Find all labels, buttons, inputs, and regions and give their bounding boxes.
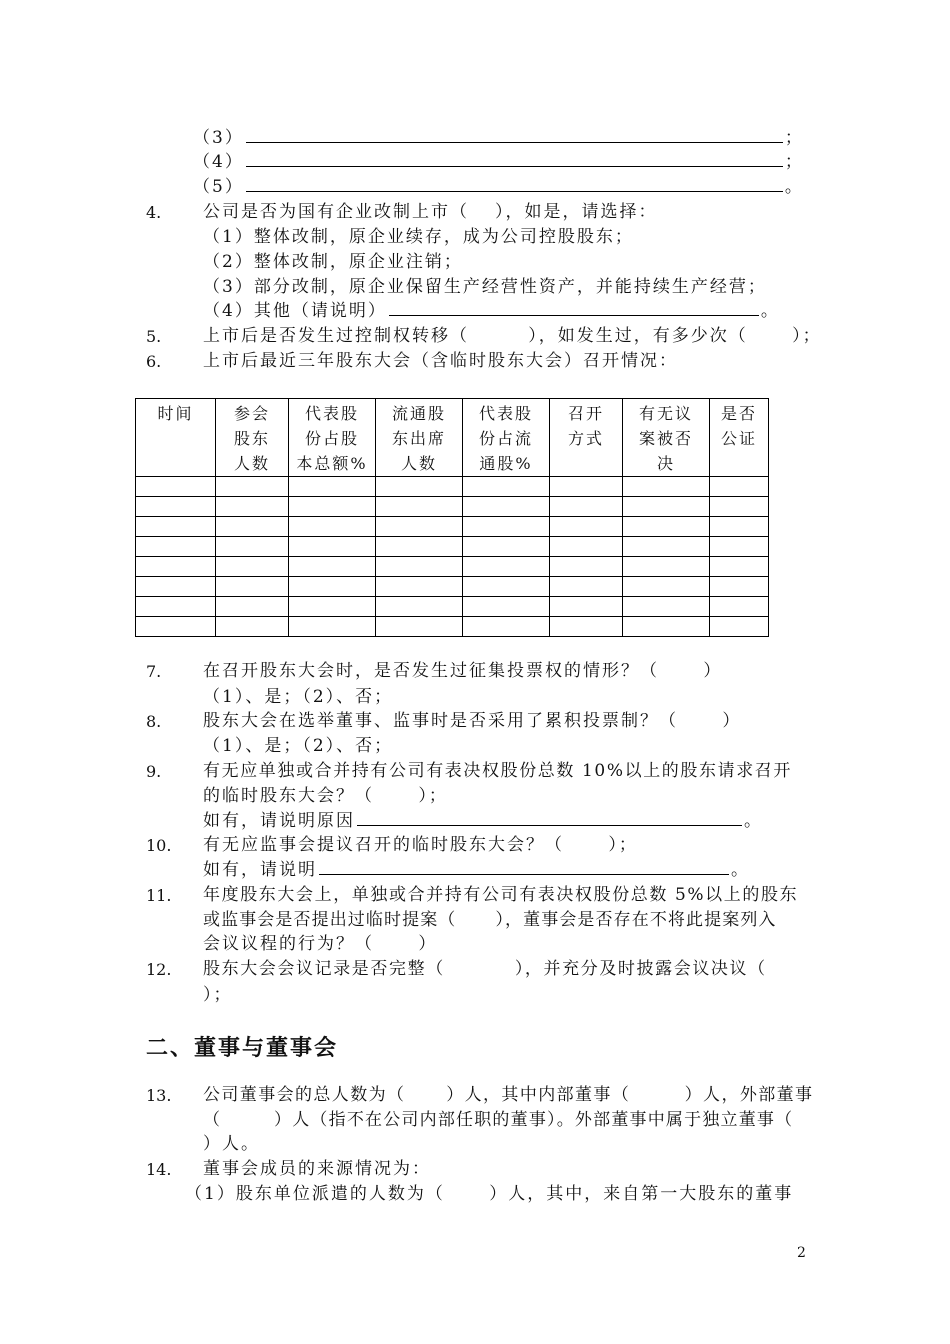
question-text: （1）股东单位派遣的人数为（ ）人，其中，来自第一大股东的董事 xyxy=(185,1184,794,1204)
table-row xyxy=(136,577,769,597)
table-cell[interactable] xyxy=(550,577,623,597)
table-cell[interactable] xyxy=(289,517,376,537)
header-text-line: 公证 xyxy=(720,429,757,448)
fill-in-blank[interactable] xyxy=(246,175,783,192)
table-cell[interactable] xyxy=(136,537,216,557)
question-number: 4. xyxy=(146,203,162,222)
table-cell[interactable] xyxy=(550,477,623,497)
question-number: 12. xyxy=(146,960,172,979)
table-cell[interactable] xyxy=(710,497,769,517)
header-text-line: 是否 xyxy=(720,404,757,423)
table-cell[interactable] xyxy=(136,597,216,617)
table-cell[interactable] xyxy=(376,617,463,637)
question-number: 8. xyxy=(146,712,162,731)
table-cell[interactable] xyxy=(463,497,550,517)
header-text-line: 本总额% xyxy=(296,454,368,473)
question-text: 的临时股东大会？（ ）； xyxy=(203,786,448,806)
table-header-cell xyxy=(623,399,710,477)
table-cell[interactable] xyxy=(710,597,769,617)
header-text-line: 有无议 xyxy=(638,404,693,423)
table-cell[interactable] xyxy=(463,477,550,497)
question-text: 上市后是否发生过控制权转移（ ），如发生过，有多少次（ ）； xyxy=(203,326,822,346)
question-number: 14. xyxy=(146,1160,172,1179)
table-header-cell xyxy=(136,399,216,477)
table-header-cell xyxy=(376,399,463,477)
text: 如有，请说明原因 xyxy=(203,811,355,831)
question-number: 5. xyxy=(146,327,162,346)
table-cell[interactable] xyxy=(136,577,216,597)
table-cell[interactable] xyxy=(216,537,289,557)
text: （4）其他（请说明） xyxy=(203,301,387,321)
punctuation: 。 xyxy=(760,301,780,321)
question-number: 13. xyxy=(146,1086,172,1105)
table-cell[interactable] xyxy=(216,497,289,517)
header-text-line: 人数 xyxy=(400,454,437,473)
header-text-line: 东出席 xyxy=(391,429,446,448)
header-text-line: 代表股 xyxy=(478,404,533,423)
table-cell[interactable] xyxy=(463,557,550,577)
option: （2）整体改制，原企业注销； xyxy=(203,252,463,272)
table-cell[interactable] xyxy=(623,477,710,497)
text: ），如是，请选择： xyxy=(495,202,658,222)
table-header-cell xyxy=(289,399,376,477)
option: （3）部分改制，原企业保留生产经营性资产，并能持续生产经营； xyxy=(203,277,767,297)
table-cell[interactable] xyxy=(710,577,769,597)
table-cell[interactable] xyxy=(710,537,769,557)
table-cell[interactable] xyxy=(550,617,623,637)
table-cell[interactable] xyxy=(550,517,623,537)
table-cell[interactable] xyxy=(289,557,376,577)
table-cell[interactable] xyxy=(710,617,769,637)
table-cell[interactable] xyxy=(216,597,289,617)
table-header-cell xyxy=(550,399,623,477)
table-cell[interactable] xyxy=(216,617,289,637)
table-cell[interactable] xyxy=(289,597,376,617)
question-text: 或监事会是否提出过临时提案（ ），董事会是否存在不将此提案列入 xyxy=(203,910,777,930)
question-text: 董事会成员的来源情况为： xyxy=(203,1159,431,1179)
list-item xyxy=(193,175,804,199)
table-cell[interactable] xyxy=(136,557,216,577)
punctuation: ； xyxy=(784,152,804,172)
table-cell[interactable] xyxy=(376,517,463,537)
table-cell[interactable] xyxy=(623,597,710,617)
table-row xyxy=(136,617,769,637)
header-text-line: 通股% xyxy=(479,454,533,473)
question-text: 股东大会在选举董事、监事时是否采用了累积投票制？（ ） xyxy=(203,711,742,731)
question-text xyxy=(203,809,763,833)
header-text-line: 代表股 xyxy=(304,404,359,423)
fill-in-blank[interactable] xyxy=(389,299,759,316)
item-label: （4） xyxy=(193,152,244,172)
fill-in-blank[interactable] xyxy=(319,858,729,875)
option xyxy=(203,299,780,323)
table-cell[interactable] xyxy=(289,537,376,557)
table-cell[interactable] xyxy=(623,497,710,517)
table-cell[interactable] xyxy=(623,537,710,557)
header-text-line: 股东 xyxy=(233,429,270,448)
table-cell[interactable] xyxy=(550,537,623,557)
header-text-line: 案被否 xyxy=(638,429,693,448)
table-row xyxy=(136,477,769,497)
question-number: 9. xyxy=(146,762,162,781)
table-cell[interactable] xyxy=(550,557,623,577)
header-text-line: 份占流 xyxy=(478,429,533,448)
table-cell[interactable] xyxy=(623,617,710,637)
table-cell[interactable] xyxy=(216,577,289,597)
question-text: 有无应监事会提议召开的临时股东大会？（ ）； xyxy=(203,835,638,855)
table-row xyxy=(136,497,769,517)
question-text xyxy=(203,200,658,224)
question-text: 股东大会会议记录是否完整（ ），并充分及时披露会议决议（ xyxy=(203,959,767,979)
punctuation: ； xyxy=(784,128,804,148)
question-number: 6. xyxy=(146,352,162,371)
fill-in-blank[interactable] xyxy=(246,150,783,167)
question-text: ）； xyxy=(203,985,233,1005)
options: （1）、是；（2）、否； xyxy=(203,687,394,707)
punctuation: 。 xyxy=(731,860,750,880)
table-cell[interactable] xyxy=(376,597,463,617)
header-text-line: 方式 xyxy=(567,429,604,448)
table-header-row xyxy=(136,399,769,477)
table-header-cell xyxy=(710,399,769,477)
table-cell[interactable] xyxy=(216,517,289,537)
options: （1）、是；（2）、否； xyxy=(203,736,394,756)
question-text: 会议议程的行为？（ ） xyxy=(203,934,438,954)
table-cell[interactable] xyxy=(463,517,550,537)
header-text-line: 召开 xyxy=(567,404,604,423)
table-cell[interactable] xyxy=(289,477,376,497)
table-cell[interactable] xyxy=(623,557,710,577)
question-text: 在召开股东大会时，是否发生过征集投票权的情形？（ ） xyxy=(203,661,723,681)
question-text: 上市后最近三年股东大会（含临时股东大会）召开情况： xyxy=(203,351,678,371)
table-cell[interactable] xyxy=(550,597,623,617)
question-text: 有无应单独或合并持有公司有表决权股份总数 10%以上的股东请求召开 xyxy=(203,761,792,781)
table-cell[interactable] xyxy=(136,477,216,497)
punctuation: 。 xyxy=(784,177,804,197)
table-cell[interactable] xyxy=(710,517,769,537)
question-text: 公司董事会的总人数为（ ）人，其中内部董事（ ）人，外部董事 xyxy=(203,1085,814,1105)
shareholder-meeting-table xyxy=(135,398,769,637)
text: 公司是否为国有企业改制上市（ xyxy=(203,202,469,222)
table-cell[interactable] xyxy=(550,497,623,517)
table-cell[interactable] xyxy=(289,577,376,597)
table-cell[interactable] xyxy=(289,497,376,517)
table-header-cell xyxy=(463,399,550,477)
page-number: 2 xyxy=(797,1245,806,1261)
fill-in-blank[interactable] xyxy=(246,126,783,143)
table-row xyxy=(136,597,769,617)
header-text-line: 参会 xyxy=(233,404,270,423)
question-text xyxy=(203,858,750,882)
table-cell[interactable] xyxy=(463,577,550,597)
section-heading: 二、董事与董事会 xyxy=(146,1036,339,1061)
list-item xyxy=(193,150,804,174)
table-header-cell xyxy=(216,399,289,477)
table-cell[interactable] xyxy=(216,557,289,577)
table-cell[interactable] xyxy=(623,517,710,537)
table-cell[interactable] xyxy=(376,577,463,597)
table-cell[interactable] xyxy=(463,537,550,557)
header-text-line: 决 xyxy=(656,454,675,473)
header-text-line: 人数 xyxy=(233,454,270,473)
table-cell[interactable] xyxy=(710,557,769,577)
table-row xyxy=(136,557,769,577)
item-label: （5） xyxy=(193,177,244,197)
table-cell[interactable] xyxy=(136,497,216,517)
option: （1）整体改制，原企业续存，成为公司控股股东； xyxy=(203,227,634,247)
table-cell[interactable] xyxy=(463,597,550,617)
table-cell[interactable] xyxy=(623,577,710,597)
question-number: 7. xyxy=(146,662,162,681)
table-row xyxy=(136,517,769,537)
punctuation: 。 xyxy=(744,811,763,831)
table-cell[interactable] xyxy=(376,557,463,577)
table-cell[interactable] xyxy=(289,617,376,637)
fill-in-blank[interactable] xyxy=(357,809,742,826)
question-text: 年度股东大会上，单独或合并持有公司有表决权股份总数 5%以上的股东 xyxy=(203,885,799,905)
table-cell[interactable] xyxy=(136,617,216,637)
item-label: （3） xyxy=(193,128,244,148)
table-cell[interactable] xyxy=(216,477,289,497)
list-item xyxy=(193,126,804,150)
question-number: 10. xyxy=(146,836,172,855)
table-cell[interactable] xyxy=(136,517,216,537)
table-cell[interactable] xyxy=(376,497,463,517)
table-row xyxy=(136,537,769,557)
table-cell[interactable] xyxy=(710,477,769,497)
table-cell[interactable] xyxy=(376,537,463,557)
text: 如有，请说明 xyxy=(203,860,317,880)
question-text: ）人。 xyxy=(203,1134,260,1154)
header-text-line: 时间 xyxy=(157,404,194,423)
header-text-line: 份占股 xyxy=(304,429,359,448)
table-cell[interactable] xyxy=(376,477,463,497)
table-cell[interactable] xyxy=(463,617,550,637)
question-text: （ ）人（指不在公司内部任职的董事）。外部董事中属于独立董事（ xyxy=(203,1110,794,1130)
header-text-line: 流通股 xyxy=(391,404,446,423)
question-number: 11. xyxy=(146,886,172,905)
